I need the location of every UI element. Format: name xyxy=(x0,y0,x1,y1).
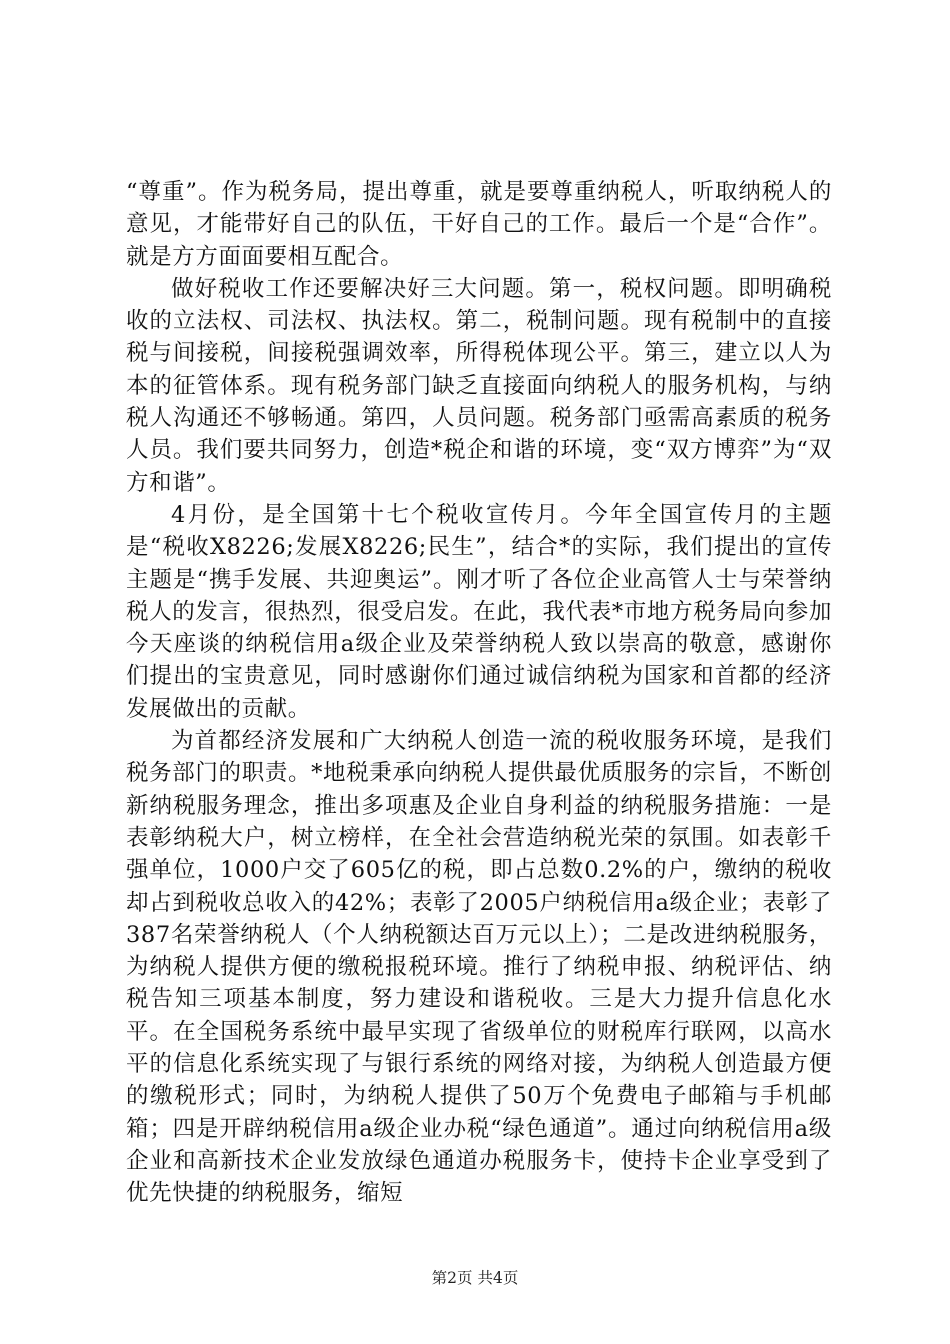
paragraph-three-issues: 做好税收工作还要解决好三大问题。第一，税权问题。即明确税收的立法权、司法权、执法权。第二，税制问题。现有税制中的直接税与间接税，间接税强调效率，所得税体现公平。第三，建立以人为本的征管体系。现有税务部门缺乏直接面向纳税人的服务机构，与纳税人沟通还不够畅通。第四，人员问题。税务部门亟需高素质的税务人员。我们要共同努力，创造*税企和谐的环境，变“双方博弈”为“双方和谐”。 xyxy=(126,275,832,496)
paragraph-tax-publicity-month: 4月份，是全国第十七个税收宣传月。今年全国宣传月的主题是“税收X8226;发展X8226;民生”，结合*的实际，我们提出的宣传主题是“携手发展、共迎奥运”。刚才听了各位企业高管人士与荣誉纳税人的发言，很热烈，很受启发。在此，我代表*市地方税务局向参加今天座谈的纳税信用a级企业及荣誉纳税人致以崇高的敬意，感谢你们提出的宝贵意见，同时感谢你们通过诚信纳税为国家和首都的经济发展做出的贡献。 xyxy=(126,501,832,722)
body-text xyxy=(126,176,832,1210)
paragraph-service-measures: 为首都经济发展和广大纳税人创造一流的税收服务环境，是我们税务部门的职责。*地税秉承向纳税人提供最优质服务的宗旨，不断创新纳税服务理念，推出多项惠及企业自身利益的纳税服务措施：一是表彰纳税大户，树立榜样，在全社会营造纳税光荣的氛围。如表彰千强单位，1000户交了605亿的税，即占总数0.2%的户，缴纳的税收却占到税收总收入的42%；表彰了2005户纳税信用a级企业；表彰了387名荣誉纳税人（个人纳税额达百万元以上）；二是改进纳税服务，为纳税人提供方便的缴税报税环境。推行了纳税申报、纳税评估、纳税告知三项基本制度，努力建设和谐税收。三是大力提升信息化水平。在全国税务系统中最早实现了省级单位的财税库行联网，以高水平的信息化系统实现了与银行系统的网络对接，为纳税人创造最方便的缴税形式；同时，为纳税人提供了50万个免费电子邮箱与手机邮箱；四是开辟纳税信用a级企业办税“绿色通道”。通过向纳税信用a级企业和高新技术企业发放绿色通道办税服务卡，使持卡企业享受到了优先快捷的纳税服务，缩短 xyxy=(126,728,832,1207)
paragraph-respect-cooperation: “尊重”。作为税务局，提出尊重，就是要尊重纳税人，听取纳税人的意见，才能带好自己的队伍，干好自己的工作。最后一个是“合作”。就是方方面面要相互配合。 xyxy=(126,179,832,270)
page-footer: 第2页 共4页 xyxy=(431,1269,519,1287)
